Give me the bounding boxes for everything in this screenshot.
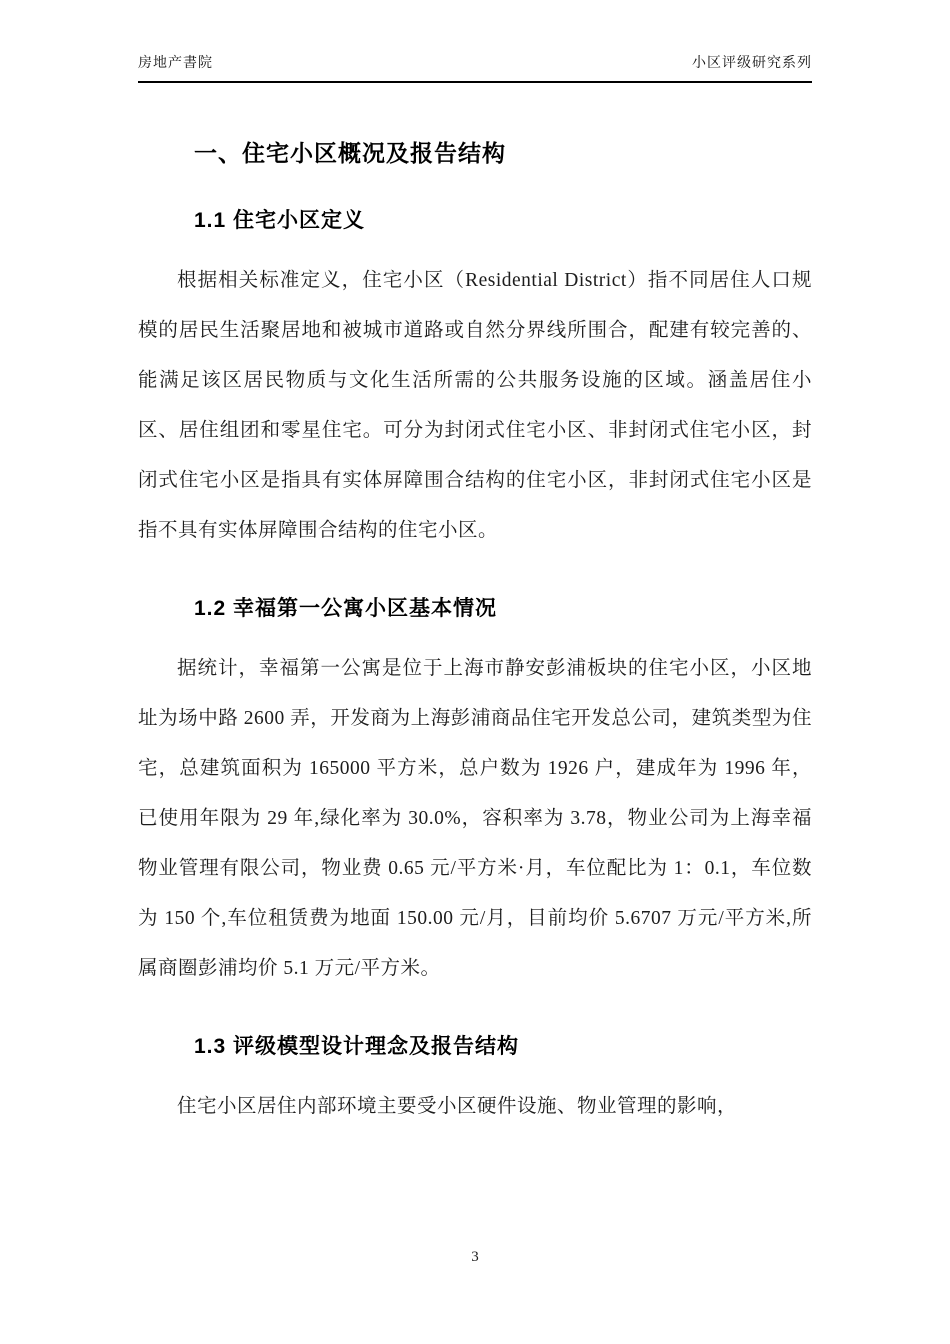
subsection-heading-1-2: 1.2 幸福第一公寓小区基本情况 bbox=[194, 597, 498, 620]
page-header bbox=[138, 52, 812, 83]
document-body bbox=[0, 135, 950, 1132]
paragraph-model-design: 住宅小区居住内部环境主要受小区硬件设施、物业管理的影响， bbox=[177, 1096, 738, 1117]
subsection-heading-1-1: 1.1 住宅小区定义 bbox=[194, 209, 366, 232]
page-number: 3 bbox=[471, 1249, 479, 1265]
header-left-text: 房地产書院 bbox=[138, 56, 213, 71]
section-title: 一、住宅小区概况及报告结构 bbox=[194, 140, 506, 166]
header-right-text: 小区评级研究系列 bbox=[692, 56, 812, 71]
subsection-heading-1-3: 1.3 评级模型设计理念及报告结构 bbox=[194, 1035, 520, 1058]
paragraph-definition: 根据相关标准定义，住宅小区（Residential District）指不同居住人口规模的居民生活聚居地和被城市道路或自然分界线所围合，配建有较完善的、能满足该区居民物质与文化生活所需的公共服务设施的区域。涵盖居住小区、居住组团和零星住宅。可分为封闭式住宅小区、非封闭式住宅小区，封闭式住宅小区是指具有实体屏障围合结构的住宅小区，非封闭式住宅小区是指不具有实体屏障围合结构的住宅小区。 bbox=[138, 270, 812, 541]
paragraph-community-overview: 据统计，幸福第一公寓是位于上海市静安彭浦板块的住宅小区，小区地址为场中路 2600 弄，开发商为上海彭浦商品住宅开发总公司，建筑类型为住宅，总建筑面积为 165000 平方米，总户数为 1926 户，建成年为 1996 年，已使用年限为 29 年,绿化率为 30.0%，容积率为 3.78，物业公司为上海幸福物业管理有限公司，物业费 0.65 元/平方米·月，车位配比为 1：0.1，车位数为 150 个,车位租赁费为地面 150.00 元/月，目前均价 5.6707 万元/平方米,所属商圈彭浦均价 5.1 万元/平方米。 bbox=[138, 658, 812, 979]
page-footer bbox=[0, 1249, 950, 1344]
